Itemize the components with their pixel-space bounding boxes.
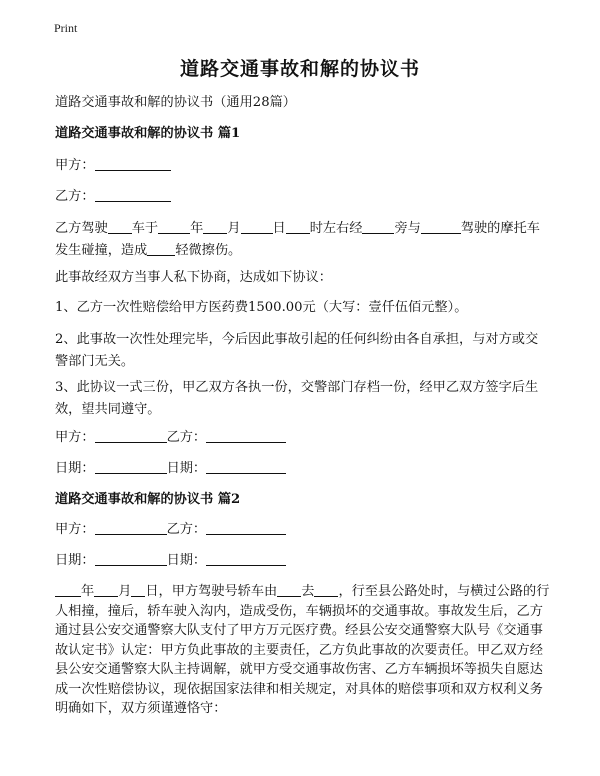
section2-signature-row: 甲方： 乙方： [55, 520, 286, 540]
party-b-blank [95, 187, 171, 202]
section1-paragraph-1: 乙方驾驶 车于 年 月 日 时左右经 旁与 驾驶的摩托车发生碰撞，造成 轻微擦伤。 [55, 221, 540, 258]
party-a-label: 甲方： [55, 158, 95, 173]
section1-paragraph-3: 1、乙方一次性赔偿给甲方医药费1500.00元（大写：壹仟伍佰元整）。 [55, 300, 468, 315]
section2-date-row: 日期： 日期： [55, 551, 286, 571]
document-subtitle: 道路交通事故和解的协议书（通用28篇） [55, 95, 296, 110]
section1-paragraph-2: 此事故经双方当事人私下协商，达成如下协议： [55, 270, 332, 285]
section1-signature-row: 甲方： 乙方： [55, 428, 286, 448]
document-title: 道路交通事故和解的协议书 [179, 58, 420, 80]
section2-heading: 道路交通事故和解的协议书 篇2 [55, 492, 241, 507]
section1-party-a [55, 156, 171, 176]
party-b-label: 乙方： [55, 189, 95, 204]
section2-paragraph-1: 年 月 日，甲方驾驶号轿车由 去 ，行至县公路处时，与横过公路的行人相撞，撞后，轿车驶入沟内，造成受伤，车辆损坏的交通事故。事故发生后，乙方通过县公安交通警察大队支付了甲方万元医疗费。经县公安交通警察大队号《交通事故认定书》认定：甲方负此事故的主要责任，乙方负此事故的次要责任。甲乙双方经县公安交通警察大队主持调解，就甲方受交通事故伤害、乙方车辆损坏等损失自愿达成一次性赔偿协议，现依据国家法律和相关规定，对具体的赔偿事项和双方权利义务明确如下，双方须谨遵恪守： [55, 584, 550, 716]
party-a-blank [95, 156, 171, 171]
section1-party-b [55, 187, 171, 207]
section1-paragraph-4: 2、此事故一次性处理完毕，今后因此事故引起的任何纠纷由各自承担，与对方或交警部门无关。 [55, 332, 539, 369]
print-label[interactable]: Print [54, 21, 78, 35]
section1-date-row: 日期： 日期： [55, 459, 286, 479]
section1-heading: 道路交通事故和解的协议书 篇1 [55, 126, 241, 141]
section1-paragraph-5: 3、此协议一式三份，甲乙双方各执一份，交警部门存档一份，经甲乙双方签字后生效，望共同遵守。 [55, 380, 539, 417]
